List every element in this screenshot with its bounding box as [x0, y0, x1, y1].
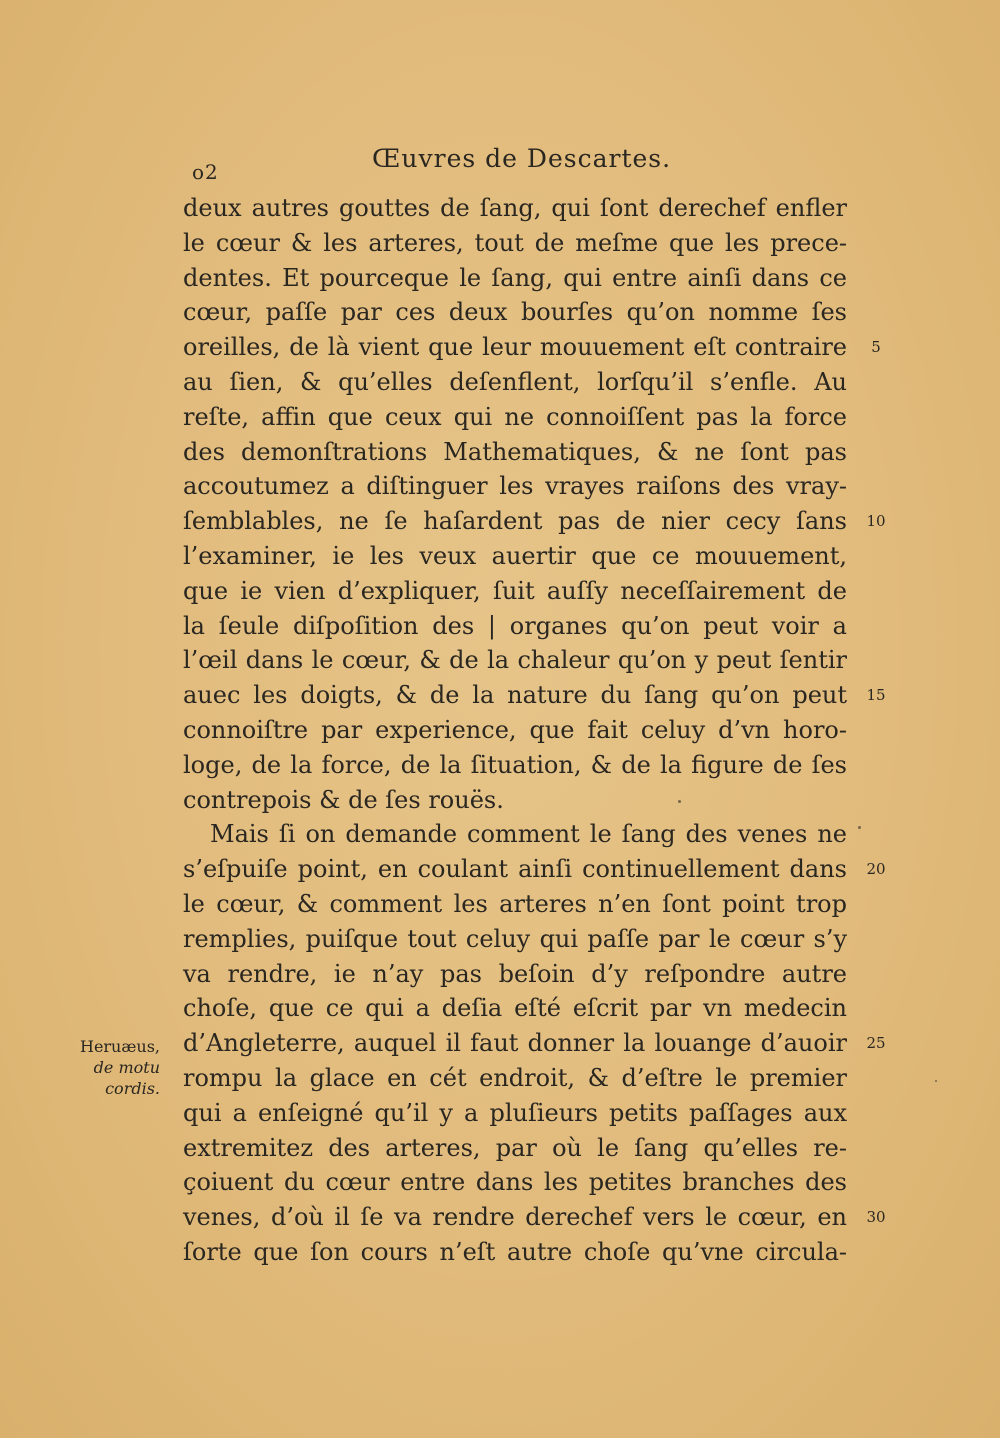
line-number: 15 [866, 686, 886, 705]
margin-note [60, 1036, 160, 1099]
text-line: contrepois & de ſes rouës. [183, 785, 504, 814]
text-line: ſorte que ſon cours n’eſt autre choſe qu’vne circula- [183, 1237, 847, 1266]
text-line: que ie vien d’expliquer, ſuit auſſy neceſſairement de [183, 576, 847, 605]
text-line: oreilles, de là vient que leur mouuement eſt contraire [183, 333, 847, 362]
text-line: remplies, puiſque tout celuy qui paſſe par le cœur s’y [183, 924, 847, 953]
text-line: çoiuent du cœur entre dans les petites branches des [183, 1168, 847, 1197]
body-text [183, 191, 847, 1270]
line-number: 30 [866, 1208, 886, 1227]
text-line: connoiſtre par experience, que fait celuy d’vn horo- [183, 715, 847, 744]
text-line: loge, de la force, de la ſituation, & de la figure de ſes [183, 750, 847, 779]
margin-note-line: de motu [93, 1058, 160, 1077]
text-line: qui a enſeigné qu’il y a pluſieurs petits paſſages aux [183, 1098, 847, 1127]
text-line: deux autres gouttes de ſang, qui ſont derechef enfler [183, 194, 847, 222]
text-line: Mais ſi on demande comment le ſang des venes ne [210, 820, 847, 849]
text-line: l’œil dans le cœur, & de la chaleur qu’on y peut ſentir [183, 646, 847, 675]
text-line: la ſeule diſpoſition des | organes qu’on peut voir a [183, 611, 847, 640]
ink-speck [935, 1080, 937, 1082]
text-line: s’eſpuiſe point, en coulant ainſi continuellement dans [183, 855, 847, 884]
text-line: d’Angleterre, auquel il faut donner la louange d’auoir [183, 1029, 847, 1058]
running-head: Œuvres de Descartes. [372, 144, 672, 173]
text-line: le cœur, & comment les arteres n’en ſont point trop [183, 889, 847, 918]
text-line: choſe, que ce qui a deſia eſté eſcrit par vn medecin [183, 994, 847, 1023]
line-number: 20 [866, 860, 886, 879]
margin-note-line: Heruæus, [79, 1037, 160, 1056]
text-line: reſte, affin que ceux qui ne connoiſſent pas la force [183, 402, 847, 431]
text-line: accoutumez a diſtinguer les vrayes raiſons des vray- [183, 472, 847, 501]
text-line: venes, d’où il ſe va rendre derechef vers le cœur, en [183, 1203, 847, 1232]
text-line: dentes. Et pourceque le ſang, qui entre ainſi dans ce [183, 263, 847, 292]
line-number: 25 [866, 1034, 886, 1053]
text-line: le cœur & les arteres, tout de meſme que les prece- [183, 228, 847, 257]
ink-speck [858, 826, 861, 829]
ink-speck [678, 800, 681, 803]
page-number: o2 [192, 160, 219, 184]
line-number: 5 [871, 338, 881, 357]
text-line: rompu la glace en cét endroit, & d’eſtre le premier [183, 1063, 847, 1092]
text-line: des demonſtrations Mathematiques, & ne ſont pas [183, 437, 847, 466]
text-line: extremitez des arteres, par où le ſang qu’elles re- [183, 1133, 847, 1162]
text-line: l’examiner, ie les veux auertir que ce mouuement, [183, 541, 847, 570]
text-line: ſemblables, ne ſe haſardent pas de nier cecy ſans [183, 507, 847, 536]
text-line: cœur, paſſe par ces deux bourſes qu’on nomme ſes [183, 298, 847, 327]
text-line: au ſien, & qu’elles deſenflent, lorſqu’il s’enfle. Au [183, 367, 847, 396]
line-number: 10 [866, 512, 886, 531]
margin-note-line: cordis. [105, 1079, 160, 1098]
text-line: auec les doigts, & de la nature du ſang qu’on peut [183, 681, 847, 710]
text-line: va rendre, ie n’ay pas beſoin d’y reſpondre autre [183, 959, 847, 988]
